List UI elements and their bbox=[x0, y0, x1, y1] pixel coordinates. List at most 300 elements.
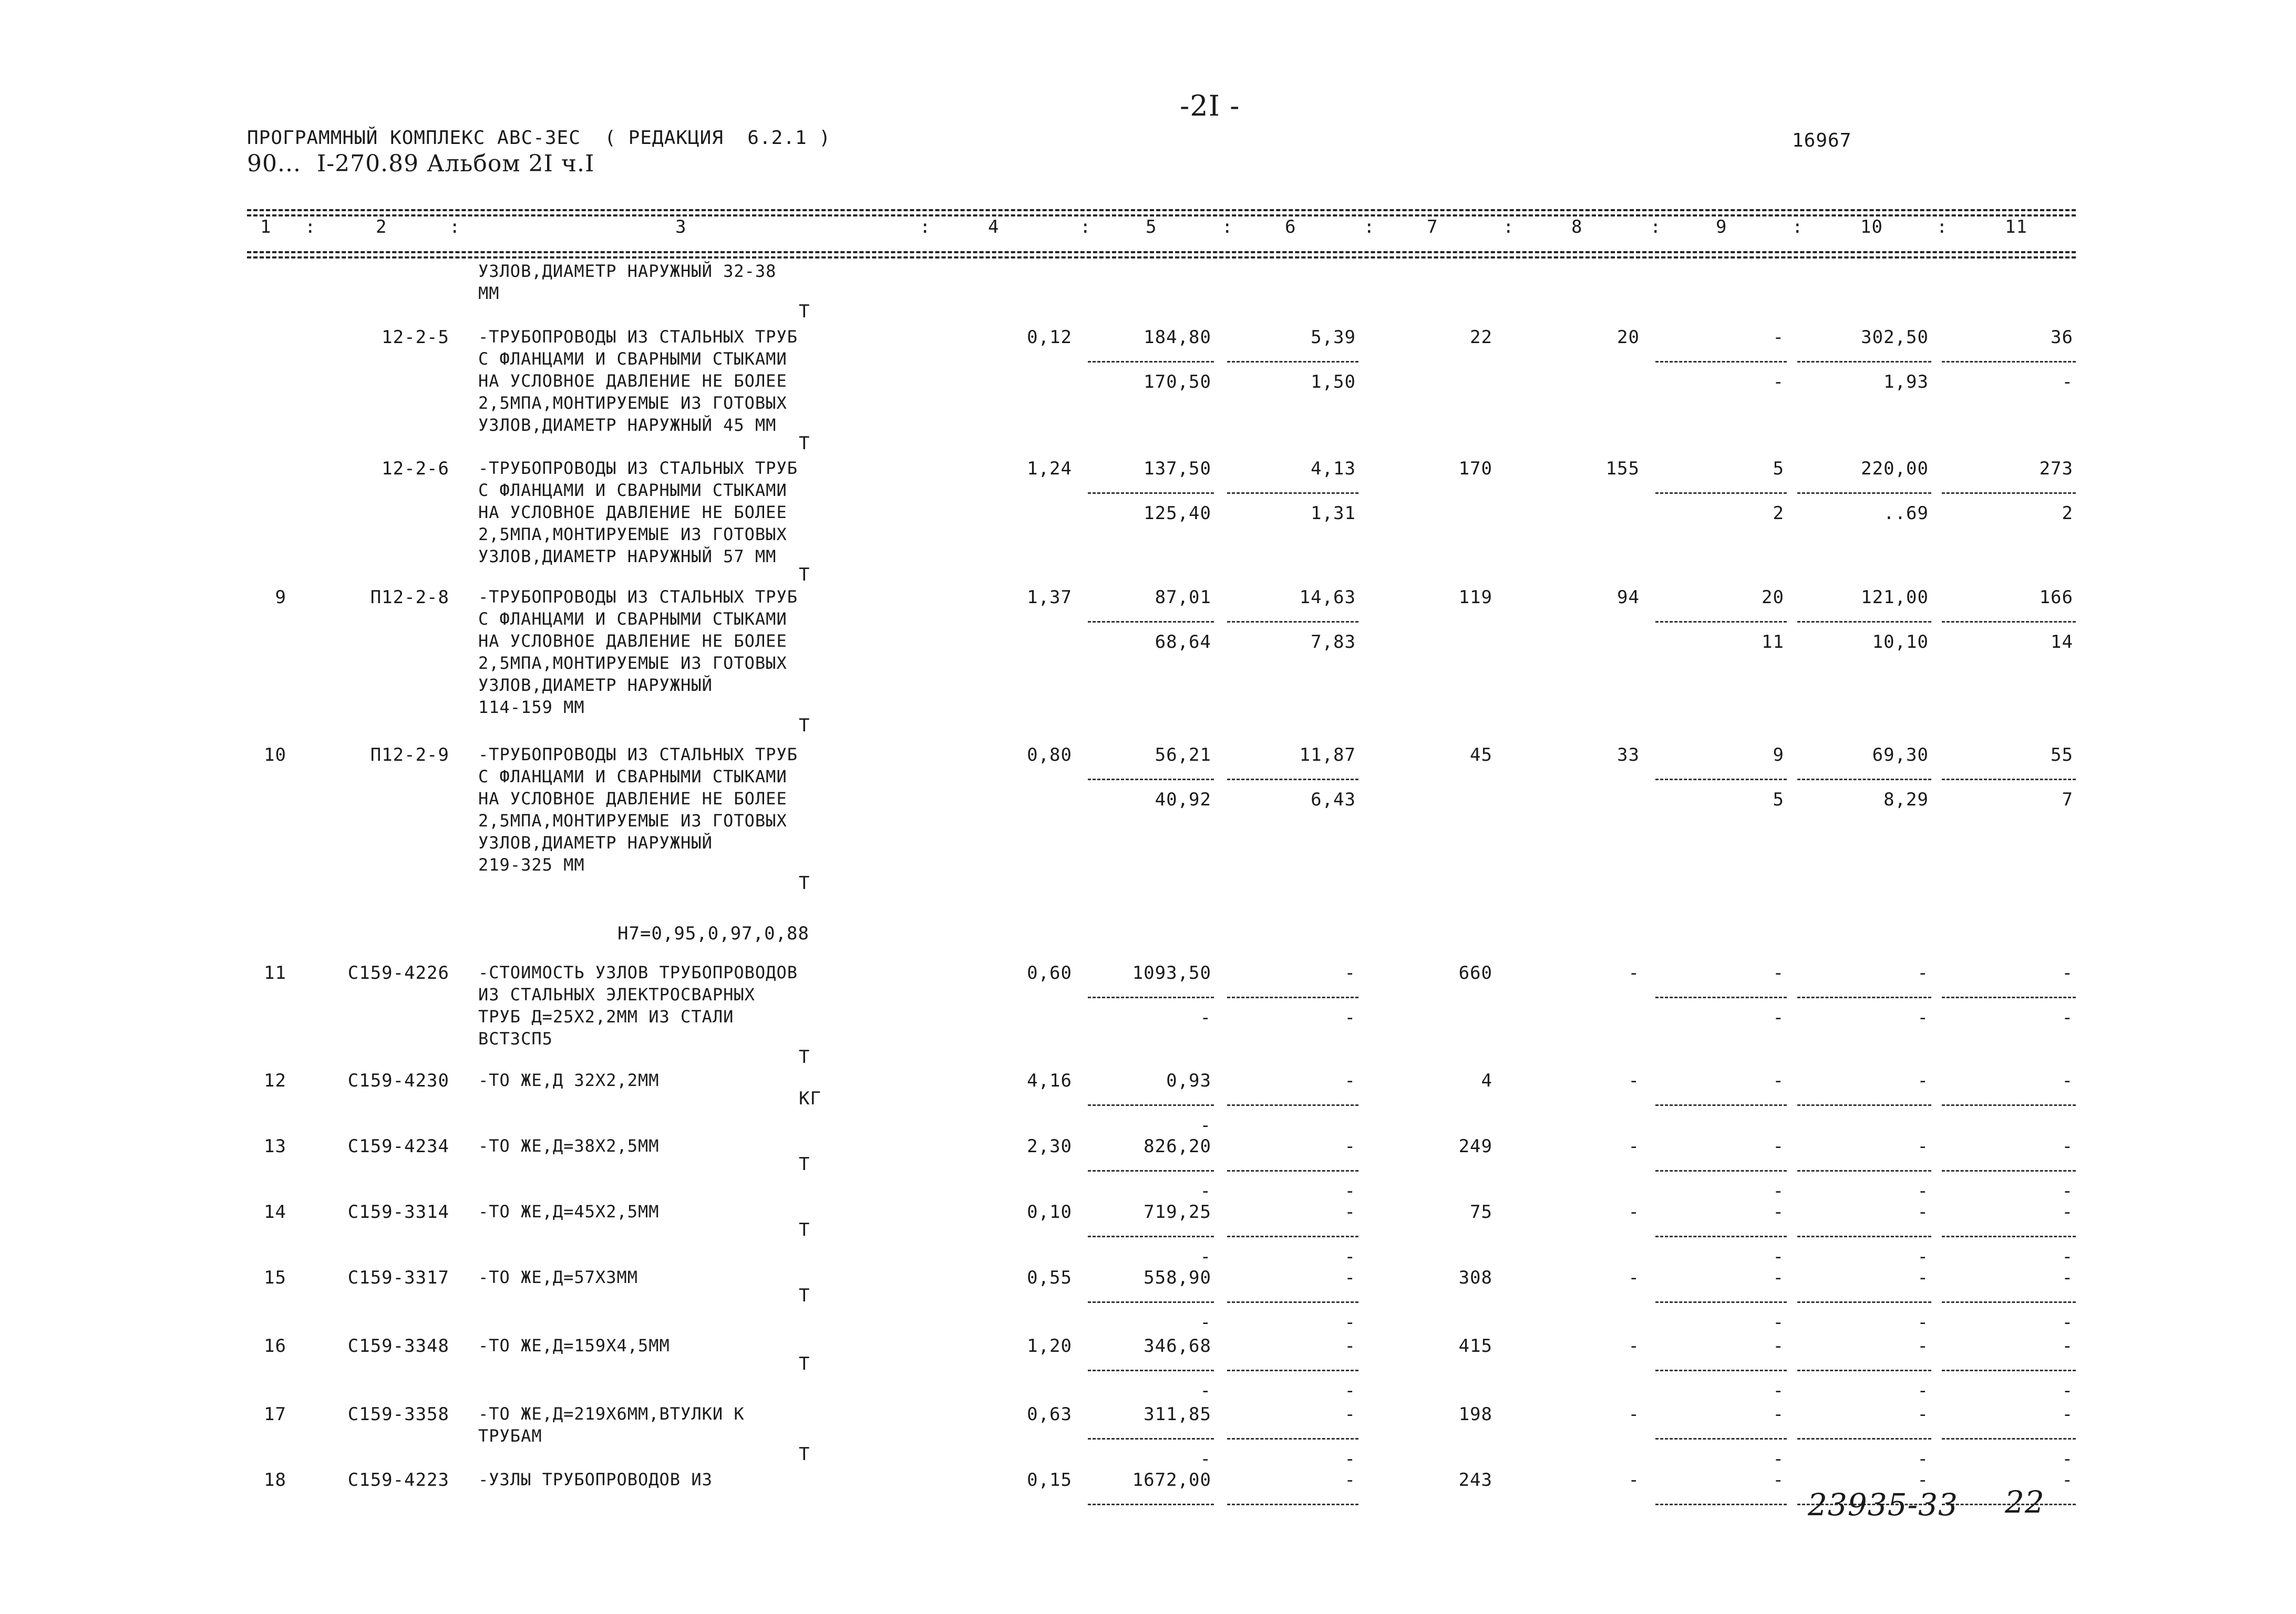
row-description-line: С ФЛАНЦАМИ И СВАРНЫМИ СТЫКАМИ bbox=[478, 609, 787, 629]
col-separator: : bbox=[1937, 216, 1948, 237]
cell-c11-bottom: 7 bbox=[2062, 789, 2073, 810]
cell-c6-top: - bbox=[1344, 1336, 1356, 1357]
cell-c6-bottom: - bbox=[1344, 1312, 1356, 1333]
cell-c10-bottom: - bbox=[1917, 1312, 1929, 1333]
row-description-line: 114-159 ММ bbox=[478, 697, 585, 717]
row-description-line: 2,5МПА,МОНТИРУЕМЫЕ ИЗ ГОТОВЫХ bbox=[478, 524, 787, 544]
row-code: С159-4234 bbox=[347, 1136, 449, 1157]
row-description-line: -УЗЛЫ ТРУБОПРОВОДОВ ИЗ bbox=[478, 1470, 713, 1489]
row-number: 17 bbox=[264, 1404, 286, 1425]
cell-divider bbox=[1227, 779, 1358, 780]
cell-c5-top: 87,01 bbox=[1155, 587, 1211, 608]
cell-c7: 243 bbox=[1458, 1470, 1492, 1491]
row-unit: Т bbox=[799, 564, 810, 585]
cell-divider bbox=[1942, 1301, 2076, 1303]
row-description-line: НА УСЛОВНОЕ ДАВЛЕНИЕ НЕ БОЛЕЕ bbox=[478, 371, 787, 391]
col-header: 11 bbox=[2005, 216, 2027, 237]
row-description-line: -ТРУБОПРОВОДЫ ИЗ СТАЛЬНЫХ ТРУБ bbox=[478, 327, 798, 347]
cell-c8: - bbox=[1628, 1470, 1640, 1491]
cell-c6-top: - bbox=[1344, 1404, 1356, 1425]
cell-divider bbox=[1942, 1236, 2076, 1237]
row-unit: Т bbox=[799, 1353, 810, 1374]
cell-c10-top: 121,00 bbox=[1861, 587, 1929, 608]
row-description-line: ТРУБ Д=25Х2,2ММ ИЗ СТАЛИ bbox=[478, 1007, 734, 1027]
cell-c9-bottom: - bbox=[1773, 1380, 1784, 1401]
cell-c5-top: 558,90 bbox=[1144, 1267, 1211, 1288]
cell-c10-top: 69,30 bbox=[1872, 744, 1929, 765]
cell-c11-bottom: - bbox=[2062, 1312, 2073, 1333]
cell-c5-bottom: - bbox=[1200, 1007, 1211, 1028]
cell-c5-bottom: - bbox=[1200, 1181, 1211, 1202]
col-separator: : bbox=[1503, 216, 1515, 237]
row-code: С159-4226 bbox=[347, 963, 449, 984]
row-unit: Т bbox=[799, 715, 810, 736]
col-separator: : bbox=[1650, 216, 1662, 237]
row-description-line: ИЗ СТАЛЬНЫХ ЭЛЕКТРОСВАРНЫХ bbox=[478, 985, 755, 1005]
row-description-line: С ФЛАНЦАМИ И СВАРНЫМИ СТЫКАМИ bbox=[478, 767, 787, 787]
cell-c4: 0,63 bbox=[1027, 1404, 1072, 1425]
cell-c9-bottom: - bbox=[1773, 1181, 1784, 1202]
album-reference: 90... I-270.89 Альбом 2I ч.I bbox=[247, 150, 595, 177]
cell-c11-bottom: - bbox=[2062, 1380, 2073, 1401]
cell-c5-top: 719,25 bbox=[1144, 1202, 1211, 1223]
cell-c11-bottom: - bbox=[2062, 1246, 2073, 1267]
row-description-line: 2,5МПА,МОНТИРУЕМЫЕ ИЗ ГОТОВЫХ bbox=[478, 393, 787, 413]
cell-c6-top: - bbox=[1344, 1136, 1356, 1157]
row-description-line: НА УСЛОВНОЕ ДАВЛЕНИЕ НЕ БОЛЕЕ bbox=[478, 502, 787, 522]
header-bottom-rule bbox=[247, 251, 2076, 253]
cell-divider bbox=[1942, 1104, 2076, 1106]
row-unit: Т bbox=[799, 1444, 810, 1465]
row-code: С159-4223 bbox=[347, 1470, 449, 1491]
cell-c11-bottom: 14 bbox=[2051, 632, 2073, 653]
cell-divider bbox=[1227, 1236, 1358, 1237]
cell-c5-top: 346,68 bbox=[1144, 1336, 1211, 1357]
row-code: С159-3358 bbox=[347, 1404, 449, 1425]
cell-c9-bottom: - bbox=[1773, 1312, 1784, 1333]
row-description-line: УЗЛОВ,ДИАМЕТР НАРУЖНЫЙ 57 ММ bbox=[478, 546, 777, 566]
cell-divider bbox=[1227, 1170, 1358, 1172]
cell-c6-bottom: - bbox=[1344, 1007, 1356, 1028]
cell-divider bbox=[1942, 779, 2076, 780]
cell-c6-bottom: - bbox=[1344, 1181, 1356, 1202]
cell-c10-bottom: ..69 bbox=[1883, 503, 1929, 524]
cell-c11-top: - bbox=[2062, 1136, 2073, 1157]
cell-divider bbox=[1655, 1236, 1787, 1237]
cell-c4: 0,15 bbox=[1027, 1470, 1072, 1491]
col-header: 10 bbox=[1860, 216, 1883, 237]
cell-c11-top: - bbox=[2062, 1202, 2073, 1223]
cell-c5-top: 56,21 bbox=[1155, 744, 1211, 765]
row-description-line: ВСТ3СП5 bbox=[478, 1029, 553, 1049]
cell-c4: 0,10 bbox=[1027, 1202, 1072, 1223]
row-unit: КГ bbox=[799, 1088, 821, 1109]
cell-divider bbox=[1088, 361, 1214, 363]
cell-c10-top: - bbox=[1917, 1070, 1929, 1091]
cell-c10-top: - bbox=[1917, 1336, 1929, 1357]
cell-c9-bottom: - bbox=[1773, 1007, 1784, 1028]
cell-c11-bottom: - bbox=[2062, 1449, 2073, 1470]
cell-c10-top: 220,00 bbox=[1861, 458, 1929, 479]
cell-c5-bottom: - bbox=[1200, 1380, 1211, 1401]
cell-divider bbox=[1227, 997, 1358, 998]
cell-divider bbox=[1227, 1370, 1358, 1371]
cell-c8: - bbox=[1628, 1202, 1640, 1223]
row-unit: Т bbox=[799, 301, 810, 322]
cell-divider bbox=[1227, 1438, 1358, 1440]
cell-divider bbox=[1655, 1504, 1787, 1505]
cell-c5-top: 1672,00 bbox=[1132, 1470, 1211, 1491]
cell-c6-top: - bbox=[1344, 1070, 1356, 1091]
row-number: 12 bbox=[264, 1070, 286, 1091]
col-separator: : bbox=[1792, 216, 1804, 237]
cell-c11-top: - bbox=[2062, 1336, 2073, 1357]
cell-c4: 0,80 bbox=[1027, 744, 1072, 765]
cell-c7: 415 bbox=[1458, 1336, 1492, 1357]
cell-c7: 308 bbox=[1458, 1267, 1492, 1288]
cell-c6-bottom: 7,83 bbox=[1311, 632, 1356, 653]
row-unit: Т bbox=[799, 1154, 810, 1175]
cell-c9-bottom: 2 bbox=[1773, 503, 1784, 524]
row-number: 16 bbox=[264, 1336, 286, 1357]
col-separator: : bbox=[920, 216, 931, 237]
row-description-line: УЗЛОВ,ДИАМЕТР НАРУЖНЫЙ 45 ММ bbox=[478, 415, 777, 435]
cell-c5-top: 0,93 bbox=[1166, 1070, 1211, 1091]
row-unit: Т bbox=[799, 873, 810, 894]
cell-c5-bottom: 170,50 bbox=[1144, 371, 1211, 392]
cell-c10-bottom: - bbox=[1917, 1007, 1929, 1028]
cell-c5-bottom: 125,40 bbox=[1144, 503, 1211, 524]
row-description-line: -ТО ЖЕ,Д=38Х2,5ММ bbox=[478, 1136, 660, 1156]
cell-c6-top: 14,63 bbox=[1299, 587, 1356, 608]
row-description-line: -ТО ЖЕ,Д=45Х2,5ММ bbox=[478, 1202, 660, 1222]
cell-divider bbox=[1797, 1301, 1931, 1303]
cell-divider bbox=[1227, 361, 1358, 363]
cell-c10-top: - bbox=[1917, 1202, 1929, 1223]
cell-c8: - bbox=[1628, 963, 1640, 984]
col-header: 2 bbox=[376, 216, 387, 237]
cell-c9-bottom: 5 bbox=[1773, 789, 1784, 810]
cell-c8: 33 bbox=[1617, 744, 1640, 765]
page-number: -2I - bbox=[1180, 89, 1240, 122]
cell-c9-bottom: 11 bbox=[1762, 632, 1784, 653]
cell-c10-top: - bbox=[1917, 1470, 1929, 1491]
cell-c7: 22 bbox=[1470, 327, 1492, 348]
cell-c10-bottom: 1,93 bbox=[1883, 371, 1929, 392]
cell-c5-bottom: - bbox=[1200, 1246, 1211, 1267]
cell-divider bbox=[1088, 1104, 1214, 1106]
row-description-line: УЗЛОВ,ДИАМЕТР НАРУЖНЫЙ bbox=[478, 675, 713, 695]
cell-c4: 1,37 bbox=[1027, 587, 1072, 608]
col-header: 4 bbox=[988, 216, 1000, 237]
cell-divider bbox=[1797, 1104, 1931, 1106]
cell-c10-top: - bbox=[1917, 1404, 1929, 1425]
cell-c5-top: 137,50 bbox=[1144, 458, 1211, 479]
cell-c9-top: 9 bbox=[1773, 744, 1784, 765]
cell-divider bbox=[1942, 1370, 2076, 1371]
cell-c5-top: 311,85 bbox=[1144, 1404, 1211, 1425]
cell-c6-bottom: - bbox=[1344, 1380, 1356, 1401]
cell-c7: 4 bbox=[1481, 1070, 1492, 1091]
cell-c10-bottom: 8,29 bbox=[1883, 789, 1929, 810]
cell-c4: 1,24 bbox=[1027, 458, 1072, 479]
cell-c6-bottom: 6,43 bbox=[1311, 789, 1356, 810]
cell-c8: 20 bbox=[1617, 327, 1640, 348]
header-bottom-rule-2 bbox=[247, 256, 2076, 258]
cell-c9-bottom: - bbox=[1773, 1246, 1784, 1267]
cell-c5-bottom: 40,92 bbox=[1155, 789, 1211, 810]
cell-c11-top: 166 bbox=[2039, 587, 2073, 608]
row-description-line: НА УСЛОВНОЕ ДАВЛЕНИЕ НЕ БОЛЕЕ bbox=[478, 789, 787, 809]
row-code: С159-4230 bbox=[347, 1070, 449, 1091]
cell-c6-bottom: - bbox=[1344, 1449, 1356, 1470]
col-separator: : bbox=[305, 216, 316, 237]
cell-c11-top: - bbox=[2062, 1070, 2073, 1091]
coefficient-line: Н7=0,95,0,97,0,88 bbox=[617, 923, 809, 944]
cell-c6-bottom: 1,31 bbox=[1311, 503, 1356, 524]
cell-divider bbox=[1088, 1236, 1214, 1237]
cell-divider bbox=[1655, 997, 1787, 998]
cell-c10-bottom: - bbox=[1917, 1449, 1929, 1470]
cell-c10-top: - bbox=[1917, 1267, 1929, 1288]
cell-divider bbox=[1227, 1504, 1358, 1505]
cell-c11-top: - bbox=[2062, 1404, 2073, 1425]
cell-divider bbox=[1088, 492, 1214, 494]
col-header: 7 bbox=[1427, 216, 1438, 237]
cell-divider bbox=[1797, 361, 1931, 363]
cell-divider bbox=[1655, 1170, 1787, 1172]
cell-divider bbox=[1655, 492, 1787, 494]
cell-divider bbox=[1088, 1370, 1214, 1371]
cell-c5-top: 826,20 bbox=[1144, 1136, 1211, 1157]
cell-c6-top: - bbox=[1344, 1267, 1356, 1288]
row-unit: Т bbox=[799, 1285, 810, 1306]
cell-divider bbox=[1655, 361, 1787, 363]
row-description-line: -ТРУБОПРОВОДЫ ИЗ СТАЛЬНЫХ ТРУБ bbox=[478, 744, 798, 764]
row-description-line: -ТРУБОПРОВОДЫ ИЗ СТАЛЬНЫХ ТРУБ bbox=[478, 458, 798, 478]
cell-divider bbox=[1797, 1236, 1931, 1237]
cell-c11-bottom: 2 bbox=[2062, 503, 2073, 524]
cell-divider bbox=[1797, 621, 1931, 623]
row-description-line: С ФЛАНЦАМИ И СВАРНЫМИ СТЫКАМИ bbox=[478, 349, 787, 369]
cell-divider bbox=[1797, 997, 1931, 998]
cell-c9-top: - bbox=[1773, 1070, 1784, 1091]
row-description-line: С ФЛАНЦАМИ И СВАРНЫМИ СТЫКАМИ bbox=[478, 480, 787, 500]
cell-c10-bottom: - bbox=[1917, 1380, 1929, 1401]
cell-c5-bottom: - bbox=[1200, 1115, 1211, 1136]
row-description-line: -ТО ЖЕ,Д=159Х4,5ММ bbox=[478, 1336, 670, 1356]
cell-c5-bottom: - bbox=[1200, 1312, 1211, 1333]
cell-divider bbox=[1797, 492, 1931, 494]
cell-c9-top: - bbox=[1773, 1267, 1784, 1288]
cell-c9-top: 5 bbox=[1773, 458, 1784, 479]
cell-divider bbox=[1088, 1438, 1214, 1440]
program-header: ПРОГРАММНЫЙ КОМПЛЕКС АВС-3ЕС ( РЕДАКЦИЯ 6.2.1 ) bbox=[247, 127, 831, 149]
row-number: 13 bbox=[264, 1136, 286, 1157]
cell-c9-top: - bbox=[1773, 1336, 1784, 1357]
row-description-line: УЗЛОВ,ДИАМЕТР НАРУЖНЫЙ bbox=[478, 833, 713, 853]
row-code: П12-2-8 bbox=[370, 587, 449, 608]
cell-divider bbox=[1088, 621, 1214, 623]
cell-divider bbox=[1942, 621, 2076, 623]
cell-c10-top: 302,50 bbox=[1861, 327, 1929, 348]
row-description-line: НА УСЛОВНОЕ ДАВЛЕНИЕ НЕ БОЛЕЕ bbox=[478, 631, 787, 651]
cell-divider bbox=[1797, 779, 1931, 780]
row-description-line: ММ bbox=[478, 283, 500, 303]
cell-divider bbox=[1797, 1370, 1931, 1371]
cell-divider bbox=[1655, 1370, 1787, 1371]
row-number: 14 bbox=[264, 1202, 286, 1223]
col-separator: : bbox=[449, 216, 461, 237]
cell-divider bbox=[1227, 1301, 1358, 1303]
cell-c9-top: - bbox=[1773, 1136, 1784, 1157]
row-description-line: -СТОИМОСТЬ УЗЛОВ ТРУБОПРОВОДОВ bbox=[478, 963, 798, 982]
cell-divider bbox=[1088, 1301, 1214, 1303]
cell-c10-bottom: - bbox=[1917, 1246, 1929, 1267]
cell-c8: - bbox=[1628, 1267, 1640, 1288]
cell-divider bbox=[1227, 1104, 1358, 1106]
cell-c11-top: - bbox=[2062, 1267, 2073, 1288]
cell-c7: 170 bbox=[1458, 458, 1492, 479]
cell-c8: - bbox=[1628, 1336, 1640, 1357]
cell-c8: - bbox=[1628, 1070, 1640, 1091]
cell-c10-bottom: 10,10 bbox=[1872, 632, 1929, 653]
cell-c7: 249 bbox=[1458, 1136, 1492, 1157]
cell-c9-top: - bbox=[1773, 1470, 1784, 1491]
row-code: С159-3348 bbox=[347, 1336, 449, 1357]
cell-c5-bottom: - bbox=[1200, 1449, 1211, 1470]
cell-c11-top: 36 bbox=[2051, 327, 2073, 348]
cell-c6-top: 11,87 bbox=[1299, 744, 1356, 765]
cell-c11-bottom: - bbox=[2062, 1181, 2073, 1202]
cell-c11-top: 273 bbox=[2039, 458, 2073, 479]
cell-divider bbox=[1655, 1301, 1787, 1303]
cell-c10-top: - bbox=[1917, 1136, 1929, 1157]
col-separator: : bbox=[1222, 216, 1233, 237]
cell-c5-top: 1093,50 bbox=[1132, 963, 1211, 984]
row-unit: Т bbox=[799, 433, 810, 454]
cell-divider bbox=[1227, 621, 1358, 623]
cell-c4: 0,12 bbox=[1027, 327, 1072, 348]
cell-c7: 75 bbox=[1470, 1202, 1492, 1223]
col-header: 1 bbox=[260, 216, 272, 237]
row-code: 12-2-6 bbox=[382, 458, 449, 479]
cell-c11-top: - bbox=[2062, 963, 2073, 984]
cell-c6-top: - bbox=[1344, 1470, 1356, 1491]
cell-c11-top: 55 bbox=[2051, 744, 2073, 765]
cell-c11-bottom: - bbox=[2062, 1007, 2073, 1028]
cell-c9-top: - bbox=[1773, 1404, 1784, 1425]
cell-c5-top: 184,80 bbox=[1144, 327, 1211, 348]
cell-c7: 660 bbox=[1458, 963, 1492, 984]
cell-divider bbox=[1655, 1438, 1787, 1440]
cell-c6-bottom: - bbox=[1344, 1246, 1356, 1267]
cell-c5-bottom: 68,64 bbox=[1155, 632, 1211, 653]
col-header: 9 bbox=[1716, 216, 1727, 237]
cell-c6-top: 4,13 bbox=[1311, 458, 1356, 479]
cell-c8: 155 bbox=[1605, 458, 1640, 479]
row-number: 11 bbox=[264, 963, 286, 984]
col-header: 3 bbox=[675, 216, 687, 237]
row-code: 12-2-5 bbox=[382, 327, 449, 348]
cell-c9-top: - bbox=[1773, 327, 1784, 348]
document-code: 16967 bbox=[1792, 130, 1852, 151]
cell-divider bbox=[1942, 361, 2076, 363]
cell-c9-bottom: - bbox=[1773, 371, 1784, 392]
cell-c11-bottom: - bbox=[2062, 371, 2073, 392]
row-description-line: -ТРУБОПРОВОДЫ ИЗ СТАЛЬНЫХ ТРУБ bbox=[478, 587, 798, 607]
cell-c4: 1,20 bbox=[1027, 1336, 1072, 1357]
cell-c6-bottom: 1,50 bbox=[1311, 371, 1356, 392]
row-code: С159-3314 bbox=[347, 1202, 449, 1223]
cell-c7: 198 bbox=[1458, 1404, 1492, 1425]
row-description-line: 2,5МПА,МОНТИРУЕМЫЕ ИЗ ГОТОВЫХ bbox=[478, 811, 787, 831]
row-code: П12-2-9 bbox=[370, 744, 449, 765]
cell-divider bbox=[1227, 492, 1358, 494]
row-description-line: -ТО ЖЕ,Д=57Х3ММ bbox=[478, 1267, 638, 1287]
col-header: 5 bbox=[1146, 216, 1157, 237]
cell-c9-top: - bbox=[1773, 1202, 1784, 1223]
cell-divider bbox=[1942, 492, 2076, 494]
cell-c9-bottom: - bbox=[1773, 1449, 1784, 1470]
cell-c8: - bbox=[1628, 1404, 1640, 1425]
cell-divider bbox=[1942, 997, 2076, 998]
cell-divider bbox=[1942, 1438, 2076, 1440]
stamp-number: 23935-33 bbox=[1808, 1487, 1958, 1523]
cell-c9-top: 20 bbox=[1762, 587, 1784, 608]
cell-c7: 45 bbox=[1470, 744, 1492, 765]
row-description-line: -ТО ЖЕ,Д=219Х6ММ,ВТУЛКИ К bbox=[478, 1404, 745, 1424]
cell-divider bbox=[1088, 1170, 1214, 1172]
cell-divider bbox=[1088, 997, 1214, 998]
row-description-line: ТРУБАМ bbox=[478, 1426, 542, 1446]
cell-c6-top: 5,39 bbox=[1311, 327, 1356, 348]
cell-divider bbox=[1088, 1504, 1214, 1505]
cell-c4: 0,55 bbox=[1027, 1267, 1072, 1288]
col-header: 8 bbox=[1571, 216, 1583, 237]
cell-c4: 0,60 bbox=[1027, 963, 1072, 984]
row-description-line: 219-325 ММ bbox=[478, 855, 585, 875]
cell-divider bbox=[1797, 1438, 1931, 1440]
cell-c7: 119 bbox=[1458, 587, 1492, 608]
cell-divider bbox=[1797, 1170, 1931, 1172]
sheet-number: 22 bbox=[2005, 1484, 2045, 1520]
col-separator: : bbox=[1364, 216, 1375, 237]
cell-c4: 4,16 bbox=[1027, 1070, 1072, 1091]
cell-c10-top: - bbox=[1917, 963, 1929, 984]
cell-c10-bottom: - bbox=[1917, 1181, 1929, 1202]
row-number: 9 bbox=[275, 587, 286, 608]
row-number: 18 bbox=[264, 1470, 286, 1491]
row-number: 15 bbox=[264, 1267, 286, 1288]
row-description-line: УЗЛОВ,ДИАМЕТР НАРУЖНЫЙ 32-38 bbox=[478, 261, 777, 281]
cell-divider bbox=[1655, 1104, 1787, 1106]
cell-c9-top: - bbox=[1773, 963, 1784, 984]
cell-divider bbox=[1655, 621, 1787, 623]
cell-c4: 2,30 bbox=[1027, 1136, 1072, 1157]
cell-divider bbox=[1655, 779, 1787, 780]
cell-divider bbox=[1088, 779, 1214, 780]
cell-divider bbox=[1942, 1170, 2076, 1172]
row-code: С159-3317 bbox=[347, 1267, 449, 1288]
cell-c8: 94 bbox=[1617, 587, 1640, 608]
col-header: 6 bbox=[1285, 216, 1296, 237]
row-description-line: 2,5МПА,МОНТИРУЕМЫЕ ИЗ ГОТОВЫХ bbox=[478, 653, 787, 673]
table-top-rule bbox=[247, 209, 2076, 211]
row-number: 10 bbox=[264, 744, 286, 765]
col-separator: : bbox=[1080, 216, 1092, 237]
cell-c11-top: - bbox=[2062, 1470, 2073, 1491]
